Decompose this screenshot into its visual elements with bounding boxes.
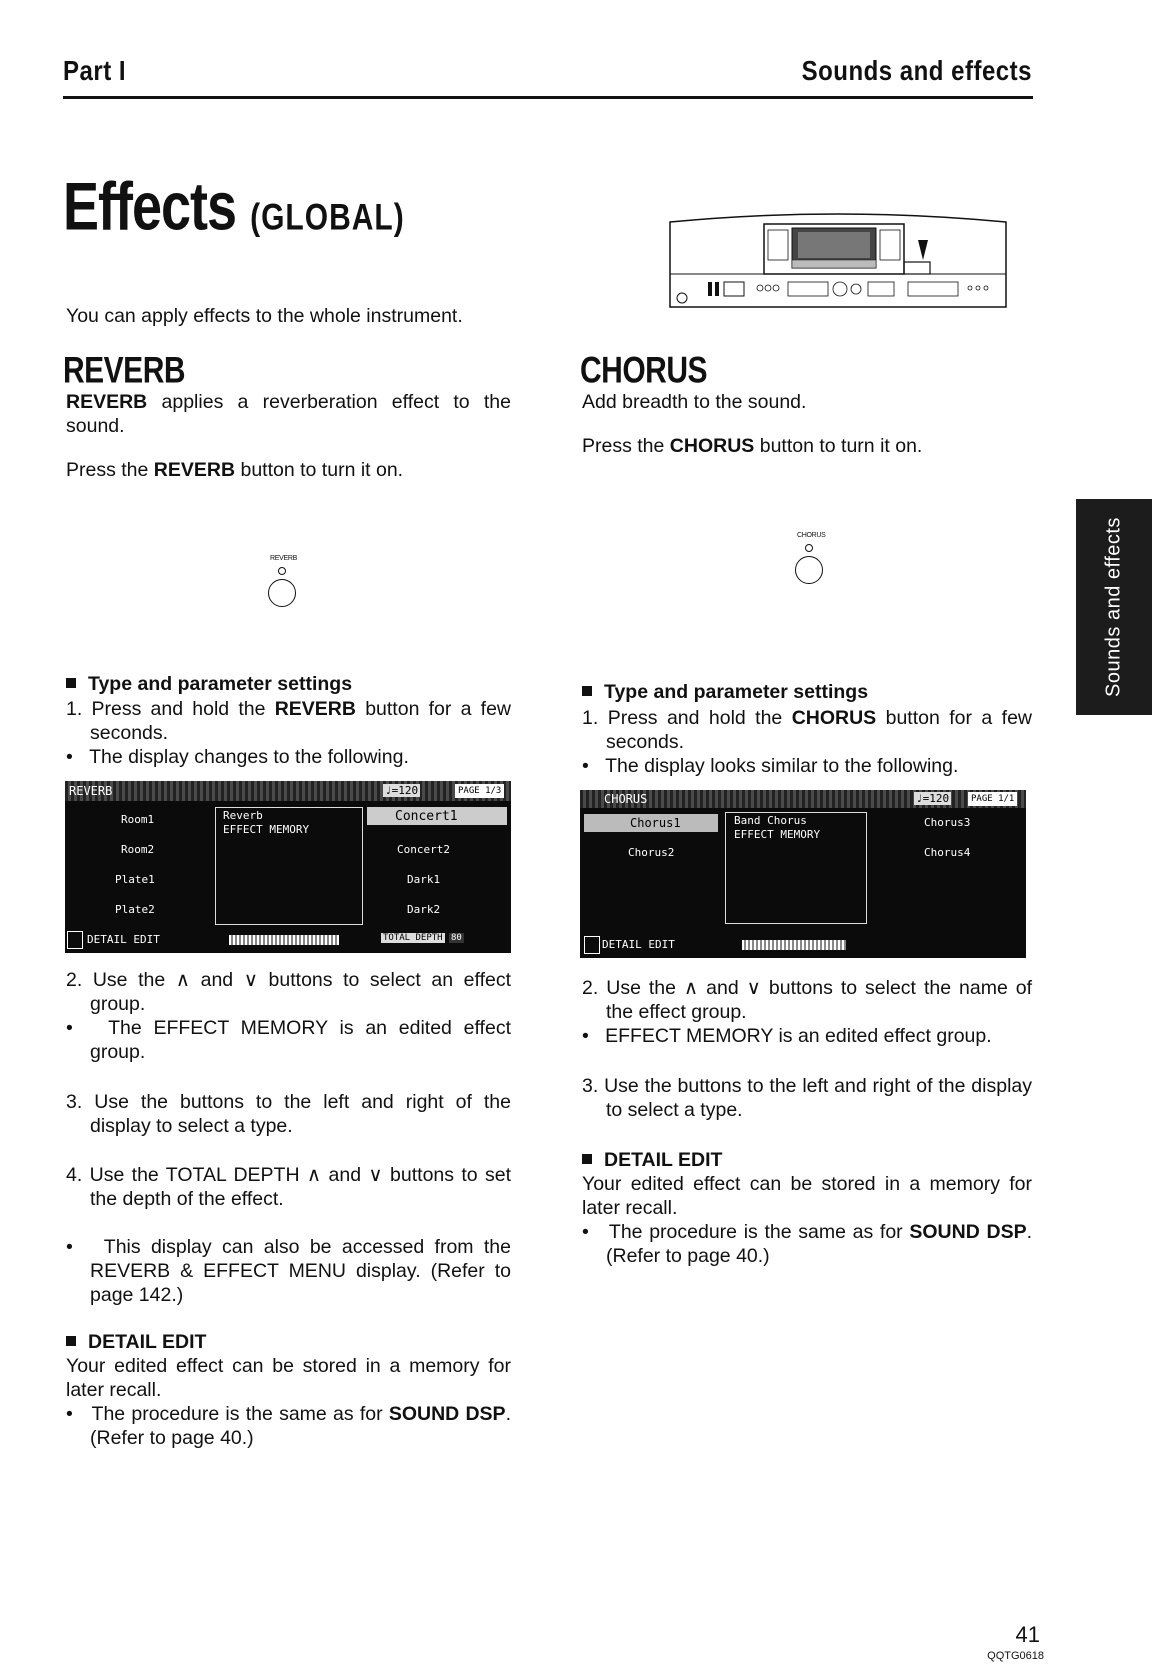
reverb-display-detail[interactable]: DETAIL EDIT: [87, 933, 160, 946]
reverb-type-heading: Type and parameter settings: [66, 672, 511, 696]
title-main: Effects: [63, 169, 237, 245]
title-sub: (GLOBAL): [250, 196, 405, 238]
chorus-display-left-1[interactable]: Chorus1: [630, 816, 681, 830]
reverb-detail-heading: DETAIL EDIT: [66, 1330, 511, 1354]
reverb-display-title: REVERB: [69, 784, 113, 798]
side-tab-label: Sounds and effects: [1102, 517, 1125, 697]
header-section: Sounds and effects: [801, 56, 1032, 88]
reverb-step-4: 4. Use the TOTAL DEPTH ∧ and ∨ buttons to set the depth of the effect.: [66, 1164, 511, 1210]
reverb-display-right-1[interactable]: Concert1: [395, 809, 458, 824]
reverb-heading: REVERB: [63, 350, 186, 392]
reverb-display-left-4[interactable]: Plate2: [115, 903, 155, 916]
chorus-detail-heading: DETAIL EDIT: [582, 1148, 1032, 1172]
side-tab: [1076, 499, 1152, 715]
reverb-display-depth-value: 80: [451, 933, 462, 943]
chorus-display-center-2: EFFECT MEMORY: [734, 828, 821, 841]
reverb-display-depth-label: TOTAL DEPTH: [383, 933, 443, 943]
page-title: [63, 168, 405, 246]
chorus-type-heading: Type and parameter settings: [582, 680, 1032, 704]
reverb-display-center-1: Reverb: [223, 809, 263, 822]
header-part: Part I: [63, 56, 127, 88]
instrument-panel-illustration: [668, 212, 1008, 312]
chorus-display-left-2[interactable]: Chorus2: [628, 846, 675, 859]
chorus-display-detail[interactable]: DETAIL EDIT: [602, 938, 675, 951]
chorus-display-tempo: ♩=120: [916, 792, 950, 805]
reverb-led: [278, 567, 286, 575]
chorus-display-right-1[interactable]: Chorus3: [924, 816, 971, 829]
reverb-display-left-3[interactable]: Plate1: [115, 873, 155, 886]
chorus-description: Add breadth to the sound.: [582, 391, 807, 413]
chorus-step-3: 3. Use the buttons to the left and right of the display to select a type.: [582, 1075, 1032, 1121]
reverb-display-center-2: EFFECT MEMORY: [223, 823, 310, 836]
reverb-press-text: Press the REVERB button to turn it on.: [66, 459, 404, 481]
chorus-press-text: Press the CHORUS button to turn it on.: [582, 435, 923, 457]
chorus-heading: CHORUS: [580, 350, 708, 392]
chorus-display-right-2[interactable]: Chorus4: [924, 846, 971, 859]
chorus-led: [805, 544, 813, 552]
intro-text: You can apply effects to the whole instrument.: [66, 305, 463, 327]
reverb-display-page: PAGE 1/3: [455, 784, 504, 798]
reverb-button[interactable]: [268, 579, 296, 607]
reverb-step-3: 3. Use the buttons to the left and right of the display to select a type.: [66, 1091, 512, 1137]
reverb-detail-text: Your edited effect can be stored in a memory for later recall. • The procedure is the same as for SOUND DSP. (Refer to page 40.): [66, 1355, 511, 1449]
reverb-display-tempo: ♩=120: [385, 784, 419, 797]
chorus-step-1: 1. Press and hold the CHORUS button for a few seconds. • The display looks similar to the following.: [582, 707, 1033, 777]
chorus-display-center-1: Band Chorus: [734, 814, 807, 827]
page-number: 41: [1015, 1622, 1040, 1647]
reverb-display: [65, 781, 511, 953]
chorus-detail-text: Your edited effect can be stored in a memory for later recall. • The procedure is the same as for SOUND DSP. (Refer to page 40.): [582, 1173, 1033, 1267]
reverb-display-left-1[interactable]: Room1: [121, 813, 155, 826]
reverb-display-right-3[interactable]: Dark1: [407, 873, 441, 886]
reverb-step-1: 1. Press and hold the REVERB button for a few seconds. • The display changes to the following.: [66, 698, 511, 768]
header-rule: [63, 96, 1033, 99]
chorus-display-title: CHORUS: [604, 792, 648, 806]
reverb-display-right-4[interactable]: Dark2: [407, 903, 441, 916]
document-code: QQTG0618: [987, 1650, 1044, 1662]
reverb-note: • This display can also be accessed from the REVERB & EFFECT MENU display. (Refer to page 142.): [66, 1236, 511, 1306]
chorus-display: [580, 790, 1026, 958]
chorus-step-2: 2. Use the ∧ and ∨ buttons to select the name of the effect group. • EFFECT MEMORY is an edited effect group.: [582, 977, 1033, 1047]
reverb-step-2: 2. Use the ∧ and ∨ buttons to select an effect group. • The EFFECT MEMORY is an edited effect group.: [66, 969, 512, 1063]
reverb-button-label: REVERB: [270, 555, 297, 562]
chorus-display-page: PAGE 1/1: [968, 792, 1017, 806]
chorus-button-label: CHORUS: [797, 532, 826, 539]
chorus-button[interactable]: [795, 556, 823, 584]
reverb-display-right-2[interactable]: Concert2: [397, 843, 450, 856]
reverb-description: REVERB applies a reverberation effect to the sound.: [66, 391, 511, 437]
reverb-display-left-2[interactable]: Room2: [121, 843, 155, 856]
